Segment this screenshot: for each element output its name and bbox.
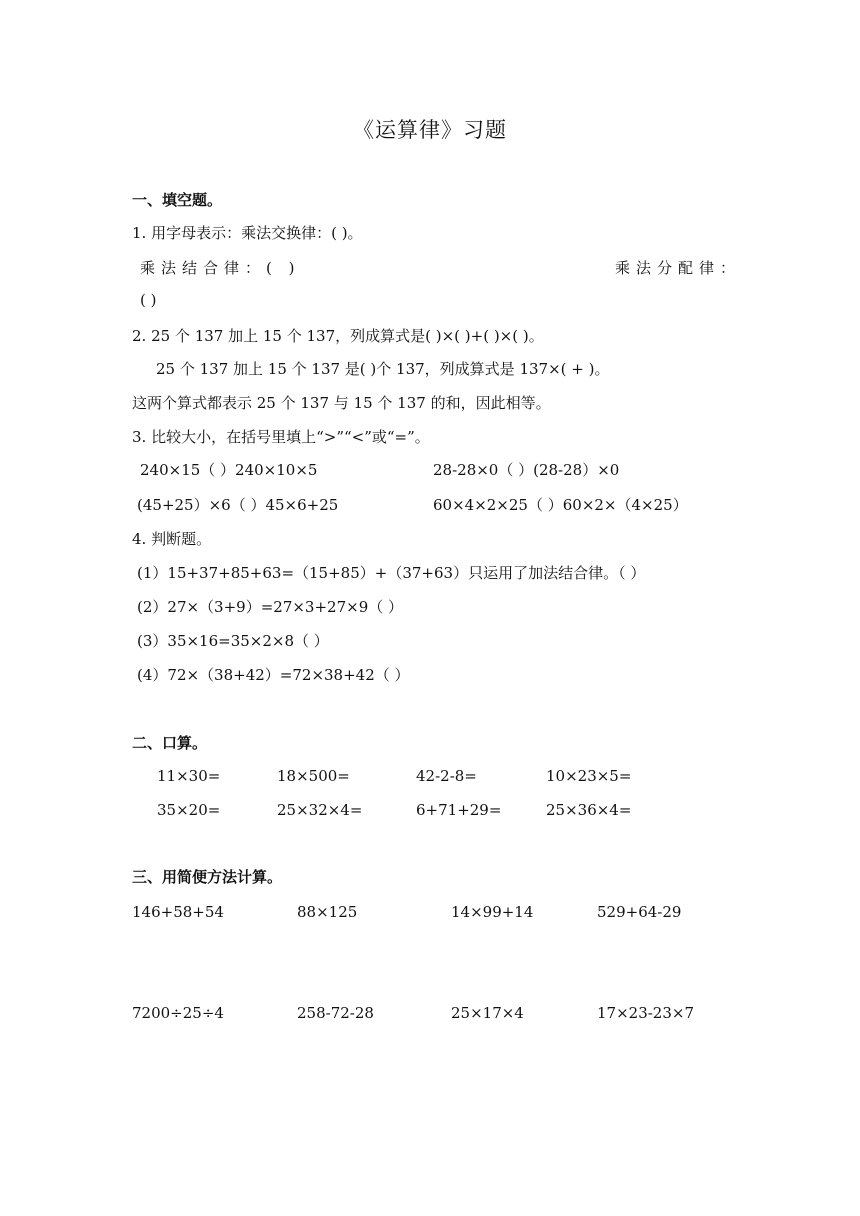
q4-item-2: (2）27×（3+9）=27×3+27×9（ ） bbox=[137, 598, 404, 616]
q2-line1: 2. 25 个 137 加上 15 个 137，列成算式是( )×( )+( )×( )。 bbox=[132, 327, 544, 345]
q1-line1: 1. 用字母表示：乘法交换律：( )。 bbox=[132, 224, 363, 242]
section3-heading: 三、用简便方法计算。 bbox=[132, 868, 283, 886]
q1-line2-distributive: 乘法分配律： bbox=[615, 259, 742, 277]
q3-row1-right: 28-28×0（ ）(28-28）×0 bbox=[433, 461, 620, 479]
q1-line3: ( ) bbox=[140, 291, 157, 309]
mental-math-item: 42-2-8= bbox=[416, 767, 477, 785]
q2-line3: 这两个算式都表示 25 个 137 与 15 个 137 的和，因此相等。 bbox=[132, 394, 551, 412]
simplify-item: 146+58+54 bbox=[132, 903, 224, 921]
mental-math-item: 18×500= bbox=[277, 767, 350, 785]
mental-math-item: 25×36×4= bbox=[546, 801, 632, 819]
mental-math-item: 11×30= bbox=[157, 767, 221, 785]
simplify-item: 88×125 bbox=[297, 903, 358, 921]
q4-item-3: (3）35×16=35×2×8（ ） bbox=[137, 632, 329, 650]
mental-math-item: 25×32×4= bbox=[277, 801, 363, 819]
q1-line2-associative: 乘法结合律：( ) bbox=[140, 259, 301, 277]
page-title: 《运算律》习题 bbox=[353, 118, 507, 142]
mental-math-item: 6+71+29= bbox=[416, 801, 502, 819]
simplify-item: 529+64-29 bbox=[597, 903, 682, 921]
section1-heading: 一、填空题。 bbox=[132, 191, 223, 209]
q3-row2-left: (45+25）×6（ ）45×6+25 bbox=[137, 496, 339, 514]
mental-math-item: 35×20= bbox=[157, 801, 221, 819]
mental-math-item: 10×23×5= bbox=[546, 767, 632, 785]
simplify-item: 17×23-23×7 bbox=[597, 1004, 695, 1022]
q4-item-1: (1）15+37+85+63=（15+85）+（37+63）只运用了加法结合律。（ ） bbox=[137, 564, 646, 582]
q3-row1-left: 240×15（ ）240×10×5 bbox=[140, 461, 318, 479]
q3-row2-right: 60×4×2×25（ ）60×2×（4×25） bbox=[433, 496, 688, 514]
q3-line1: 3. 比较大小，在括号里填上“>”“<”或“=”。 bbox=[132, 428, 430, 446]
q2-line2: 25 个 137 加上 15 个 137 是( )个 137，列成算式是 137×( + )。 bbox=[156, 360, 610, 378]
simplify-item: 7200÷25÷4 bbox=[132, 1004, 224, 1022]
simplify-item: 14×99+14 bbox=[451, 903, 534, 921]
q4-line1: 4. 判断题。 bbox=[132, 530, 212, 548]
simplify-item: 25×17×4 bbox=[451, 1004, 524, 1022]
simplify-item: 258-72-28 bbox=[297, 1004, 374, 1022]
q4-item-4: (4）72×（38+42）=72×38+42（ ） bbox=[137, 666, 410, 684]
section2-heading: 二、口算。 bbox=[132, 734, 208, 752]
